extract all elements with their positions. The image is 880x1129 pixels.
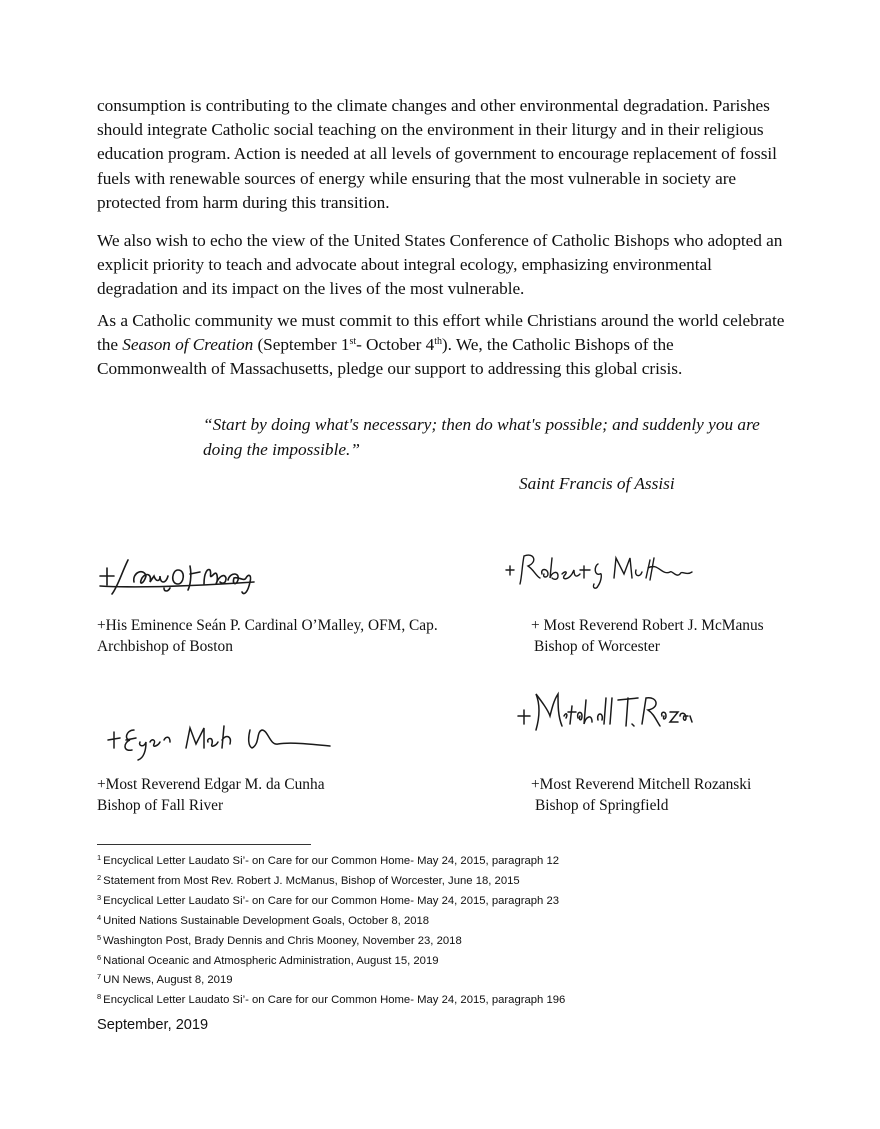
signer-name: +Most Reverend Edgar M. da Cunha	[97, 776, 325, 793]
footnote-item: $^5$ Washington Post, Brady Dennis and Chris Mooney, November 23, 2018	[97, 932, 462, 947]
quote-attribution: Saint Francis of Assisi	[519, 474, 675, 493]
signer-title: Bishop of Springfield	[535, 797, 669, 814]
body-paragraph-2: We also wish to echo the view of the United States Conference of Catholic Bishops who adopted an explicit priority to teach and advocate about integral ecology, emphasizing environmental degradation and its impact on the lives of the most vulnerable.	[97, 231, 783, 299]
signer-name: +Most Reverend Mitchell Rozanski	[531, 776, 752, 793]
quote-text: “Start by doing what's necessary; then do what's possible; and suddenly you are doing the impossible.”	[203, 415, 760, 459]
footnotes-list	[97, 850, 565, 1009]
superscript-st: st	[349, 336, 357, 348]
footnote-item: $^2$ Statement from Most Rev. Robert J. McManus, Bishop of Worcester, June 18, 2015	[97, 872, 520, 887]
signature-omalley	[94, 552, 264, 598]
signature-dacunha	[100, 716, 336, 762]
footnote-item: $^6$ National Oceanic and Atmospheric Administration, August 15, 2019	[97, 952, 439, 967]
footnote-item: $^3$ Encyclical Letter Laudato Si’- on Care for our Common Home- May 24, 2015, paragraph 23	[97, 892, 560, 907]
signer-omalley	[97, 615, 438, 657]
signature-mcmanus	[502, 548, 702, 590]
signature-rozanski	[506, 686, 696, 742]
superscript-th: th	[434, 336, 442, 348]
signer-title: Bishop of Fall River	[97, 797, 224, 814]
signer-rozanski	[531, 774, 751, 816]
footnote-item: $^8$ Encyclical Letter Laudato Si’- on Care for our Common Home- May 24, 2015, paragraph 196	[97, 992, 566, 1007]
body-paragraph-1: consumption is contributing to the climate changes and other environmental degradation. Parishes should integrate Catholic social teaching on the environment in their liturgy and in their religious education program. Action is needed at all levels of government to encourage replacement of fossil fuels with renewable sources of energy while ensuring that the most vulnerable in society are protected from harm during this transition.	[97, 96, 777, 212]
signer-dacunha	[97, 774, 325, 816]
footnote-item: $^4$ United Nations Sustainable Development Goals, October 8, 2018	[97, 912, 430, 927]
signer-name: +His Eminence Seán P. Cardinal O’Malley, OFM, Cap.	[97, 617, 438, 634]
paragraph-3-text-e: ). We, the Catholic Bishops of the Commonwealth of Massachusetts, pledge our support to addressing this global crisis.	[97, 335, 683, 379]
paragraph-3-text-a: As a Catholic community we must commit to this effort while Christians around the world celebrate the	[97, 311, 785, 355]
letter-date: September, 2019	[97, 1017, 209, 1033]
footnote-item: $^1$ Encyclical Letter Laudato Si’- on Care for our Common Home- May 24, 2015, paragraph 12	[97, 853, 560, 867]
signer-title: Archbishop of Boston	[97, 638, 233, 655]
footnote-item: $^7$ UN News, August 8, 2019	[97, 972, 233, 987]
signer-name: + Most Reverend Robert J. McManus	[531, 617, 764, 634]
signer-mcmanus	[531, 615, 764, 657]
season-of-creation-italic: Season of Creation	[122, 335, 254, 355]
signer-title: Bishop of Worcester	[534, 638, 660, 655]
footnote-separator	[97, 844, 311, 845]
paragraph-3-text-c: (September 1	[253, 335, 350, 355]
paragraph-3-text-d: - October 4	[356, 335, 435, 355]
body-paragraph-3	[97, 309, 787, 382]
